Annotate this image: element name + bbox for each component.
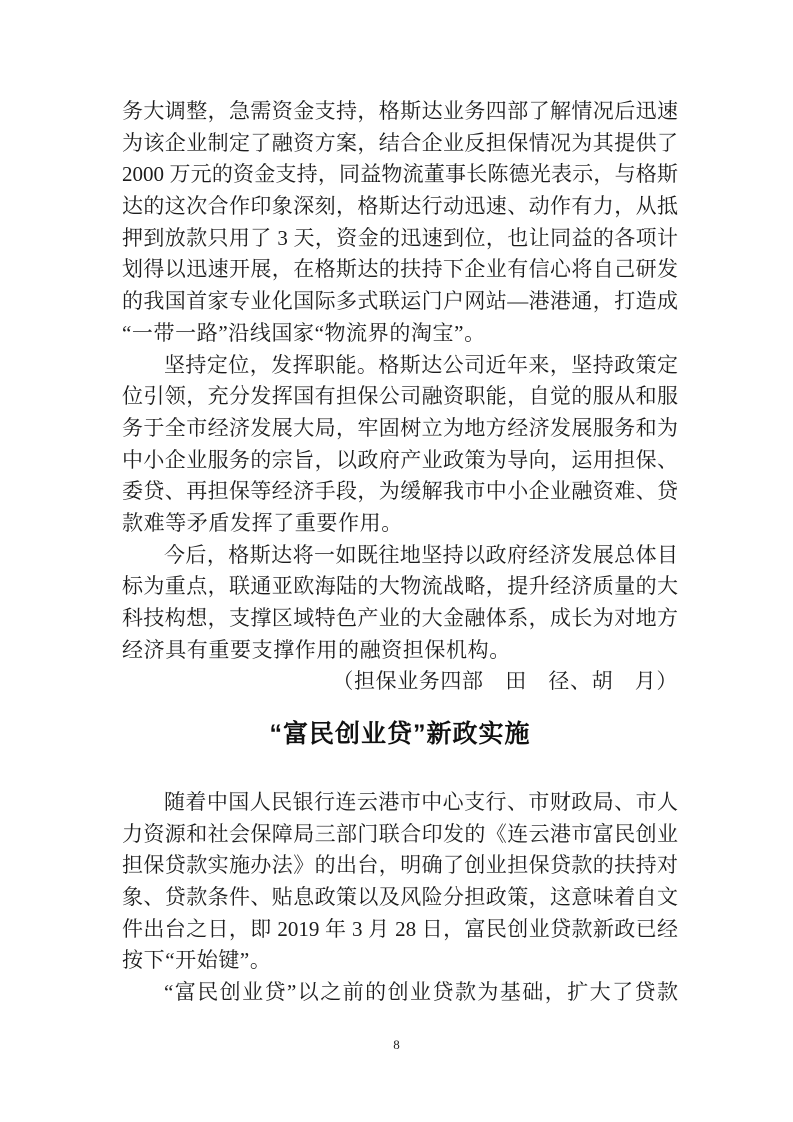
text-line: 款难等矛盾发挥了重要作用。 <box>122 510 403 535</box>
paragraph <box>122 540 678 667</box>
article-continuation <box>122 96 678 698</box>
text-line: 按下“开始键”。 <box>122 948 272 973</box>
text-line: 担保贷款实施办法》的出台，明确了创业担保贷款的扶持对 <box>122 853 678 878</box>
text-line: 象、贷款条件、贴息政策以及风险分担政策，这意味着自文 <box>122 885 678 910</box>
article-body <box>122 787 678 1009</box>
paragraph <box>122 350 678 540</box>
article-title: “富民创业贷”新政实施 <box>269 720 531 748</box>
text-line: “一带一路”沿线国家“物流界的淘宝”。 <box>122 320 486 345</box>
paragraph <box>122 787 678 977</box>
text-line: 务大调整，急需资金支持，格斯达业务四部了解情况后迅速 <box>122 99 678 123</box>
text-line: 达的这次合作印象深刻，格斯达行动迅速、动作有力，从抵 <box>122 194 678 219</box>
text-line: 力资源和社会保障局三部门联合印发的《连云港市富民创业 <box>122 821 678 846</box>
text-line: 标为重点，联通亚欧海陆的大物流战略，提升经济质量的大 <box>122 574 678 599</box>
page-number: 8 <box>393 1037 400 1052</box>
text-line: 务于全市经济发展大局，牢固树立为地方经济发展服务和为 <box>122 415 678 440</box>
text-line: 委贷、再担保等经济手段，为缓解我市中小企业融资难、贷 <box>122 479 678 504</box>
byline: （担保业务四部 田 径、胡 月） <box>332 669 678 694</box>
text-line: 随着中国人民银行连云港市中心支行、市财政局、市人 <box>164 790 678 814</box>
text-line: “富民创业贷”以之前的创业贷款为基础，扩大了贷款 <box>164 980 678 1005</box>
text-line: 科技构想，支撑区域特色产业的大金融体系，成长为对地方 <box>122 606 678 630</box>
text-line: 中小企业服务的宗旨，以政府产业政策为导向，运用担保、 <box>122 447 678 472</box>
text-line: 位引领，充分发挥国有担保公司融资职能，自觉的服从和服 <box>122 384 678 409</box>
paragraph <box>122 96 678 350</box>
text-line: 经济具有重要支撑作用的融资担保机构。 <box>122 637 511 662</box>
text-line: 今后，格斯达将一如既往地坚持以政府经济发展总体目 <box>164 542 678 567</box>
text-line: 件出台之日，即 2019 年 3 月 28 日，富民创业贷款新政已经 <box>122 916 678 941</box>
text-line: 的我国首家专业化国际多式联运门户网站—港港通，打造成 <box>122 289 678 314</box>
text-line: 2000 万元的资金支持，同益物流董事长陈德光表示，与格斯 <box>122 162 678 187</box>
paragraph <box>122 977 678 1009</box>
text-line: 坚持定位，发挥职能。格斯达公司近年来，坚持政策定 <box>164 352 678 377</box>
text-line: 划得以迅速开展，在格斯达的扶持下企业有信心将自己研发 <box>122 257 678 282</box>
text-line: 押到放款只用了 3 天，资金的迅速到位，也让同益的各项计 <box>122 225 678 250</box>
text-line: 为该企业制定了融资方案，结合企业反担保情况为其提供了 <box>122 130 678 155</box>
